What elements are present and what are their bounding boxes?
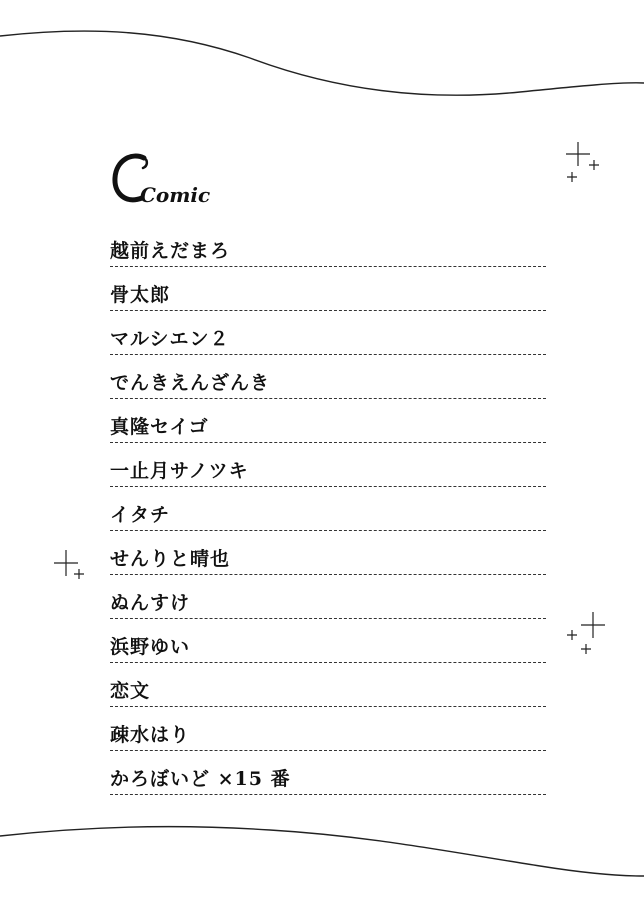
contributor-name: せんりと晴也 <box>110 548 231 570</box>
section-heading <box>110 148 250 208</box>
top-wave-line <box>0 0 644 120</box>
dashed-divider <box>110 530 546 531</box>
list-item <box>110 622 546 666</box>
contributor-name: 越前えだまろ <box>110 240 231 262</box>
dashed-divider <box>110 486 546 487</box>
contributor-name: マルシエン２ <box>110 328 230 350</box>
dashed-divider <box>110 706 546 707</box>
sparkle-cross-icon <box>52 548 92 584</box>
list-item <box>110 270 546 314</box>
bottom-wave-line <box>0 810 644 900</box>
list-item <box>110 402 546 446</box>
list-item <box>110 446 546 490</box>
list-item <box>110 314 546 358</box>
dashed-divider <box>110 398 546 399</box>
sparkle-cross-icon <box>562 140 606 186</box>
contributor-name: 骨太郎 <box>110 284 171 306</box>
list-item <box>110 226 546 270</box>
sparkle-cross-icon <box>564 610 610 658</box>
contributor-name: かろぼいど ×15 番 <box>110 768 291 790</box>
dashed-divider <box>110 618 546 619</box>
contributor-name: 一止月サノツキ <box>110 460 249 482</box>
dashed-divider <box>110 354 546 355</box>
contributor-name: 恋文 <box>110 680 151 702</box>
list-item <box>110 666 546 710</box>
contributor-name: ぬんすけ <box>110 592 191 614</box>
contributor-name: 浜野ゆい <box>110 636 191 658</box>
contributor-name: 疎水はり <box>110 724 191 746</box>
contributor-name: イタチ <box>110 504 171 526</box>
list-item <box>110 358 546 402</box>
list-item <box>110 490 546 534</box>
dashed-divider <box>110 750 546 751</box>
comic-heading-lettering <box>110 148 250 208</box>
list-item <box>110 578 546 622</box>
svg-text:Comic: Comic <box>140 183 211 207</box>
dashed-divider <box>110 442 546 443</box>
dashed-divider <box>110 662 546 663</box>
dashed-divider <box>110 794 546 795</box>
list-item <box>110 534 546 578</box>
list-item <box>110 710 546 754</box>
contributor-name: でんきえんざんき <box>110 372 271 394</box>
contributor-name: 真隆セイゴ <box>110 416 209 438</box>
list-item <box>110 754 546 798</box>
contributor-list <box>110 226 546 798</box>
dashed-divider <box>110 574 546 575</box>
dashed-divider <box>110 266 546 267</box>
dashed-divider <box>110 310 546 311</box>
